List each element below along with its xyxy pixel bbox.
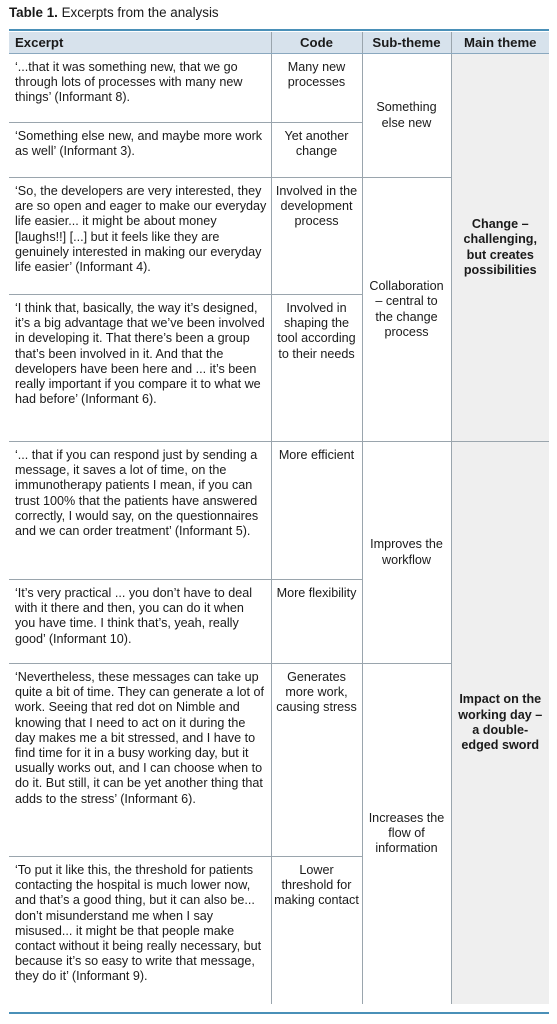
excerpt-cell: ‘Nevertheless, these messages can take up quite a bit of time. They can generate a lot of work. Seeing that red dot on Nimble and knowing that I need to act on it during the day makes me a bit stressed, and I have to find time for it in a busy working day, but it usually works out, and I can choose when to do it. But still, it can be yet another thing that adds to the stress’ (Informant 6). bbox=[9, 664, 271, 857]
subtheme-cell: Improves the workflow bbox=[362, 442, 451, 664]
subtheme-cell: Increases the flow of information bbox=[362, 664, 451, 1004]
code-cell: Yet another change bbox=[271, 123, 362, 178]
code-cell: Generates more work, causing stress bbox=[271, 664, 362, 857]
bottom-rule bbox=[9, 1012, 549, 1014]
header-subtheme: Sub-theme bbox=[362, 32, 451, 54]
code-cell: Many new processes bbox=[271, 54, 362, 123]
table-row bbox=[9, 54, 549, 123]
header-row bbox=[9, 32, 549, 54]
table-row bbox=[9, 442, 549, 580]
header-maintheme: Main theme bbox=[451, 32, 549, 54]
code-cell: More efficient bbox=[271, 442, 362, 580]
excerpt-cell: ‘It’s very practical ... you don’t have to deal with it there and then, you can do it when you have time. I think that’s, yeah, really good’ (Informant 10). bbox=[9, 580, 271, 664]
excerpt-cell: ‘To put it like this, the threshold for patients contacting the hospital is much lower now, and that’s a good thing, but it can also be... don’t misunderstand me when I say misused... it might be that people make contact without it being really necessary, but because it’s so easy to write that message, they do it’ (Informant 9). bbox=[15, 863, 262, 984]
code-cell: Involved in the development process bbox=[271, 178, 362, 295]
table-caption-text: Excerpts from the analysis bbox=[57, 5, 219, 20]
code-cell: Involved in shaping the tool according to their needs bbox=[271, 295, 362, 442]
code-cell: More flexibility bbox=[271, 580, 362, 664]
maintheme-cell: Impact on the working day – a double-edged sword bbox=[451, 442, 549, 1004]
excerpt-cell: ‘Something else new, and maybe more work as well’ (Informant 3). bbox=[9, 123, 271, 178]
subtheme-cell: Collaboration – central to the change process bbox=[362, 178, 451, 442]
excerpt-cell: ‘... that if you can respond just by sending a message, it saves a lot of time, on the immunotherapy patients I mean, if you can trust 100% that the patients have answered correctly, I would say, on the questionnaires and we can order treatment’ (Informant 5). bbox=[9, 442, 271, 580]
table-caption-label: Table 1. bbox=[9, 5, 58, 20]
subtheme-cell: Something else new bbox=[362, 54, 451, 178]
excerpts-table bbox=[9, 32, 549, 1004]
header-code: Code bbox=[271, 32, 362, 54]
table-caption bbox=[9, 4, 219, 22]
excerpt-cell: ‘I think that, basically, the way it’s designed, it’s a big advantage that we’ve been involved in developing it. That there’s been a group that’s been involved in it. And that the developers have been here and ... it’s been really important if you compare it to what we had before’ (Informant 6). bbox=[9, 295, 271, 442]
top-rule bbox=[9, 29, 549, 31]
code-cell: Lower threshold for making contact bbox=[271, 857, 362, 1004]
maintheme-cell: Change – challenging, but creates possibilities bbox=[451, 54, 549, 442]
excerpt-cell: ‘So, the developers are very interested, they are so open and eager to make our everyday life easier... it might be about money [laughs!!] [...] but it feels like they are genuinely interested in making our everyday life easier’ (Informant 4). bbox=[9, 178, 271, 295]
header-excerpt: Excerpt bbox=[9, 32, 271, 54]
excerpt-cell: ‘...that it was something new, that we go through lots of processes with many new things’ (Informant 8). bbox=[9, 54, 271, 123]
